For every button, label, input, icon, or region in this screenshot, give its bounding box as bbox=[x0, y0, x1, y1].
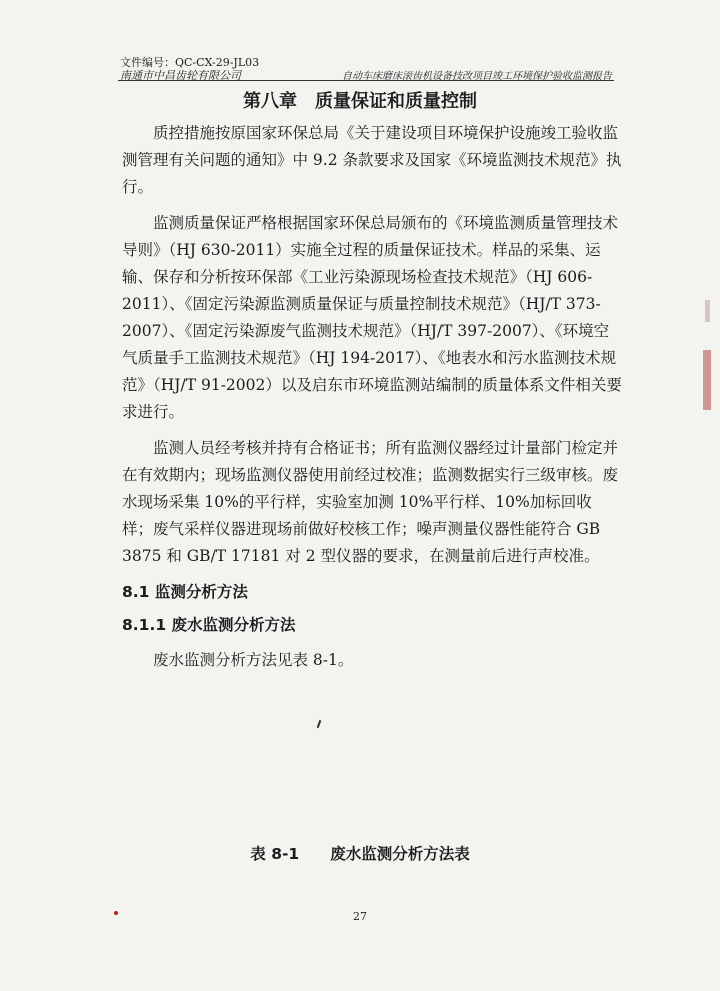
paragraph-2: 监测质量保证严格根据国家环保总局颁布的《环境监测质量管理技术导则》（HJ 630-2011）实施全过程的质量保证技术。样品的采集、运输、保存和分析按环保部《工业污染源现场检查技术规范》（HJ 606-2011）、《固定污染源监测质量保证与质量控制技术规范》（HJ/T 373-2007）、《固定污染源废气监测技术规范》（HJ/T 397-2007）、《环境空气质量手工监测技术规范》（HJ 194-2017）、《地表水和污水监测技术规范》（HJ/T 91-2002）以及启东市环境监测站编制的质量体系文件相关要求进行。 bbox=[122, 214, 622, 421]
table-caption: 表 8-1 废水监测分析方法表 bbox=[250, 845, 470, 863]
document-code: 文件编号：QC-CX-29-JL03 bbox=[120, 56, 260, 69]
scan-mark bbox=[705, 300, 710, 322]
paragraph-3: 监测人员经考核并持有合格证书；所有监测仪器经过计量部门检定并在有效期内；现场监测仪器使用前经过校准；监测数据实行三级审核。废水现场采集 10%的平行样，实验室加测 10%平行样、10%加标回收样；废气采样仪器进现场前做好校核工作；噪声测量仪器性能符合 GB 3875 和 GB/T 17181 对 2 型仪器的要求，在测量前后进行声校准。 bbox=[122, 439, 619, 565]
body-text bbox=[122, 120, 622, 683]
company-name: 南通市中昌齿轮有限公司 bbox=[120, 69, 241, 82]
pen-mark bbox=[317, 720, 322, 728]
section-text: 废水监测分析方法见表 8-1。 bbox=[153, 651, 354, 669]
paragraph-1: 质控措施按原国家环保总局《关于建设项目环境保护设施竣工验收监测管理有关问题的通知》中 9.2 条款要求及国家《环境监测技术规范》执行。 bbox=[122, 124, 622, 196]
scan-dot bbox=[114, 911, 118, 915]
page-number: 27 bbox=[353, 910, 367, 923]
report-title: 自动车床磨床滚齿机设备技改项目竣工环境保护验收监测报告 bbox=[342, 71, 612, 82]
section-heading-8-1: 8.1 监测分析方法 bbox=[122, 583, 248, 601]
section-heading-8-1-1: 8.1.1 废水监测分析方法 bbox=[122, 616, 296, 634]
header-rule bbox=[118, 80, 614, 81]
scan-mark bbox=[703, 350, 711, 410]
chapter-title: 第八章 质量保证和质量控制 bbox=[243, 91, 477, 112]
